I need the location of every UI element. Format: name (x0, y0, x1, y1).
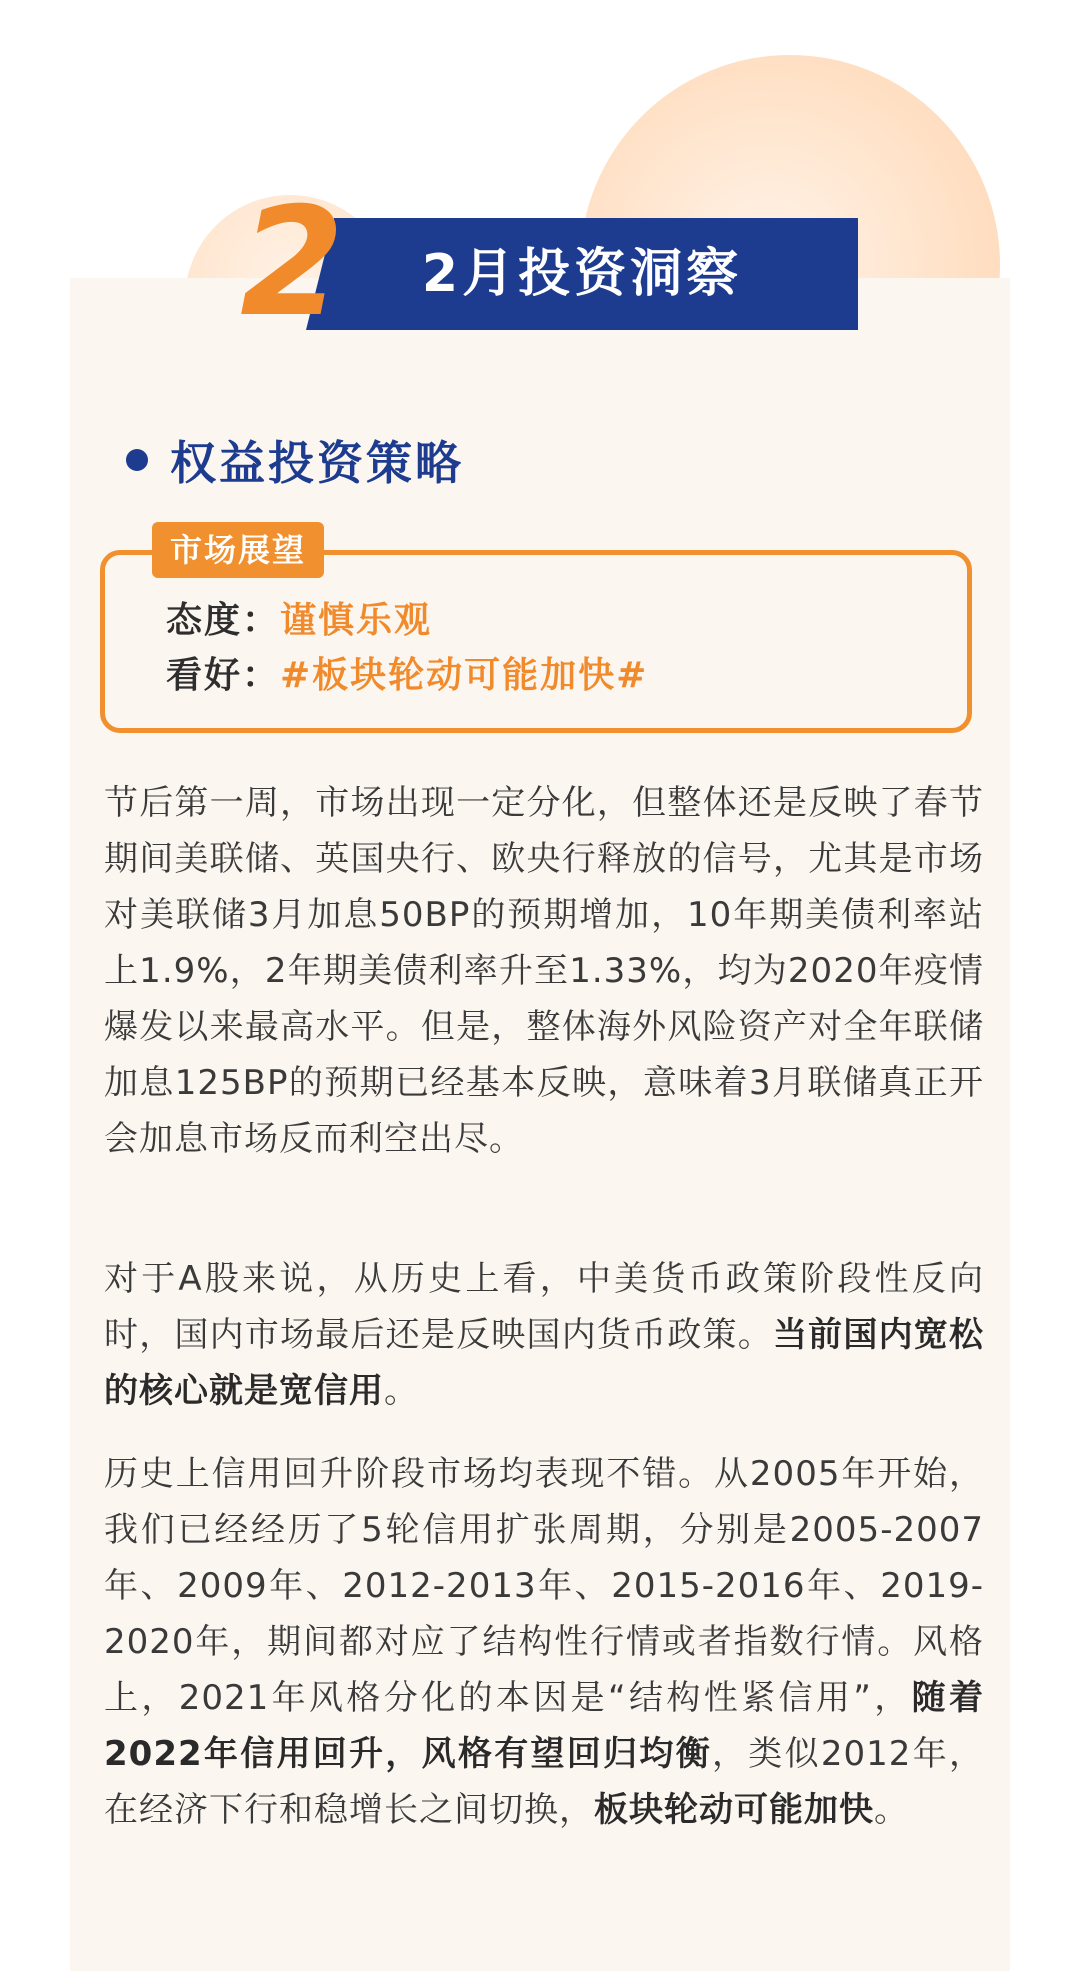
bullet-dot-icon (126, 449, 148, 471)
section-number: 2 (240, 176, 345, 350)
paragraph-3-bold-b: 板块轮动可能加快 (594, 1790, 874, 1830)
paragraph-1: 节后第一周，市场出现一定分化，但整体还是反映了春节期间美联储、英国央行、欧央行释放的信号，尤其是市场对美联储3月加息50BP的预期增加，10年期美债利率站上1.9%，2年期美债利率升至1.33%，均为2020年疫情爆发以来最高水平。但是，整体海外风险资产对全年联储加息125BP的预期已经基本反映，意味着3月联储真正开会加息市场反而利空出尽。 (104, 783, 984, 1159)
paragraph-3-text-a: 历史上信用回升阶段市场均表现不错。从2005年开始，我们已经经历了5轮信用扩张周期，分别是2005-2007年、2009年、2012-2013年、2015-2016年、2019-2020年，期间都对应了结构性行情或者指数行情。风格上，2021年风格分化的本因是“结构性紧信用”， (104, 1454, 984, 1718)
paragraph-3-end: 。 (874, 1790, 909, 1830)
section-title: 权益投资策略 (170, 436, 464, 490)
market-outlook-tag: 市场展望 (152, 522, 324, 578)
favor-label: 看好： (166, 655, 281, 696)
paragraph-3-bold-a: 随着2022年信用回升，风格有望回归均衡 (104, 1678, 984, 1774)
paragraph-3 (104, 1446, 984, 1838)
attitude-label: 态度： (166, 600, 281, 641)
paragraph-2-text: 对于A股来说，从历史上看，中美货币政策阶段性反向时，国内市场最后还是反映国内货币政策。 (104, 1259, 984, 1355)
attitude-line (166, 597, 432, 645)
paragraph-3-text-b: ，类似2012年，在经济下行和稳增长之间切换， (104, 1734, 984, 1830)
favor-line (166, 652, 648, 700)
section-heading (126, 428, 464, 492)
page-title: 2月投资洞察 (421, 244, 743, 304)
favor-value: #板块轮动可能加快# (280, 655, 649, 696)
paragraph-2-bold: 当前国内宽松的核心就是宽信用 (104, 1315, 985, 1411)
paragraph-2 (104, 1251, 984, 1419)
attitude-value: 谨慎乐观 (280, 600, 433, 641)
paragraph-2-end: 。 (384, 1371, 419, 1411)
